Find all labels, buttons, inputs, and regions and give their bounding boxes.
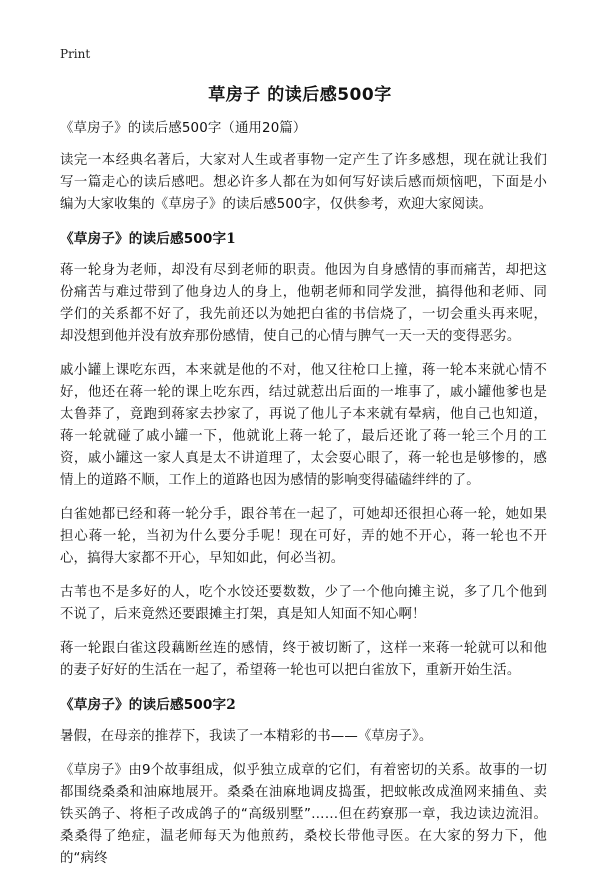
body-paragraph: 蒋一轮身为老师，却没有尽到老师的职责。他因为自身感情的事而痛苦，却把这份痛苦与难过带到了他身边人的身上，他朝老师和同学发泄，搞得他和老师、同学们的关系都不好了，我先前还以为她把白雀的书信烧了，一切会重头再来呢，却没想到他并没有放弃那份感情，使自己的心情与脾气一天一天的变得恶劣。 bbox=[60, 263, 547, 344]
body-paragraph: 古苇也不是多好的人，吃个水饺还要数数，少了一个他向摊主说，多了几个他到不说了，后来竟然还要跟摊主打架，真是知人知面不知心啊！ bbox=[60, 585, 547, 622]
article-body bbox=[60, 118, 547, 882]
section-heading-text: 《草房子》的读后感500字 bbox=[60, 697, 227, 713]
section-heading-1 bbox=[60, 228, 547, 250]
body-paragraph: 《草房子》由9个故事组成，似乎独立成章的它们，有着密切的关系。故事的一切都围绕桑桑和油麻地展开。桑桑在油麻地调皮捣蛋，把蚊帐改成渔网来捕鱼、卖铁买鸽子、将柜子改成鸽子的“高级别墅”……但在药寮那一章，我边读边流泪。桑桑得了绝症，温老师每天为他煎药，桑校长带他寻医。在大家的努力下，他的“病终 bbox=[60, 763, 547, 866]
print-button[interactable]: Print bbox=[60, 47, 91, 61]
intro-paragraph: 读完一本经典名著后，大家对人生或者事物一定产生了许多感想，现在就让我们写一篇走心的读后感吧。想必许多人都在为如何写好读后感而烦恼吧，下面是小编为大家收集的《草房子》的读后感500字，仅供参考，欢迎大家阅读。 bbox=[60, 153, 547, 212]
body-paragraph: 蒋一轮跟白雀这段藕断丝连的感情，终于被切断了，这样一来蒋一轮就可以和他的妻子好好的生活在一起了，希望蒋一轮也可以把白雀放下，重新开始生活。 bbox=[60, 641, 547, 678]
article-subtitle: 《草房子》的读后感500字（通用20篇） bbox=[60, 121, 307, 136]
body-paragraph: 戚小罐上课吃东西，本来就是他的不对，他又往枪口上撞，蒋一轮本来就心情不好，他还在蒋一轮的课上吃东西，结过就惹出后面的一堆事了，戚小罐他爹也是太鲁莽了，竟跑到蒋家去抄家了，再说了他儿子本来就有晕病，他自己也知道，蒋一轮就碰了戚小罐一下，他就讹上蒋一轮了，最后还讹了蒋一轮三个月的工资，戚小罐这一家人真是太不讲道理了，太会耍心眼了，蒋一轮也是够惨的，感情上的道路不顺，工作上的道路也因为感情的影响变得磕磕绊绊的了。 bbox=[60, 363, 547, 488]
page-title: 草房子 的读后感500字 bbox=[208, 85, 392, 105]
section-heading-2 bbox=[60, 694, 547, 716]
section-heading-number: 2 bbox=[226, 697, 236, 713]
body-paragraph: 白雀她都已经和蒋一轮分手，跟谷苇在一起了，可她却还很担心蒋一轮，她如果担心蒋一轮，当初为什么要分手呢！现在可好，弄的她不开心，蒋一轮也不开心，搞得大家都不开心，早知如此，何必当初。 bbox=[60, 507, 547, 566]
section-heading-number: 1 bbox=[226, 231, 236, 247]
body-paragraph: 暑假，在母亲的推荐下，我读了一本精彩的书——《草房子》。 bbox=[60, 729, 433, 744]
section-heading-text: 《草房子》的读后感500字 bbox=[60, 231, 227, 247]
